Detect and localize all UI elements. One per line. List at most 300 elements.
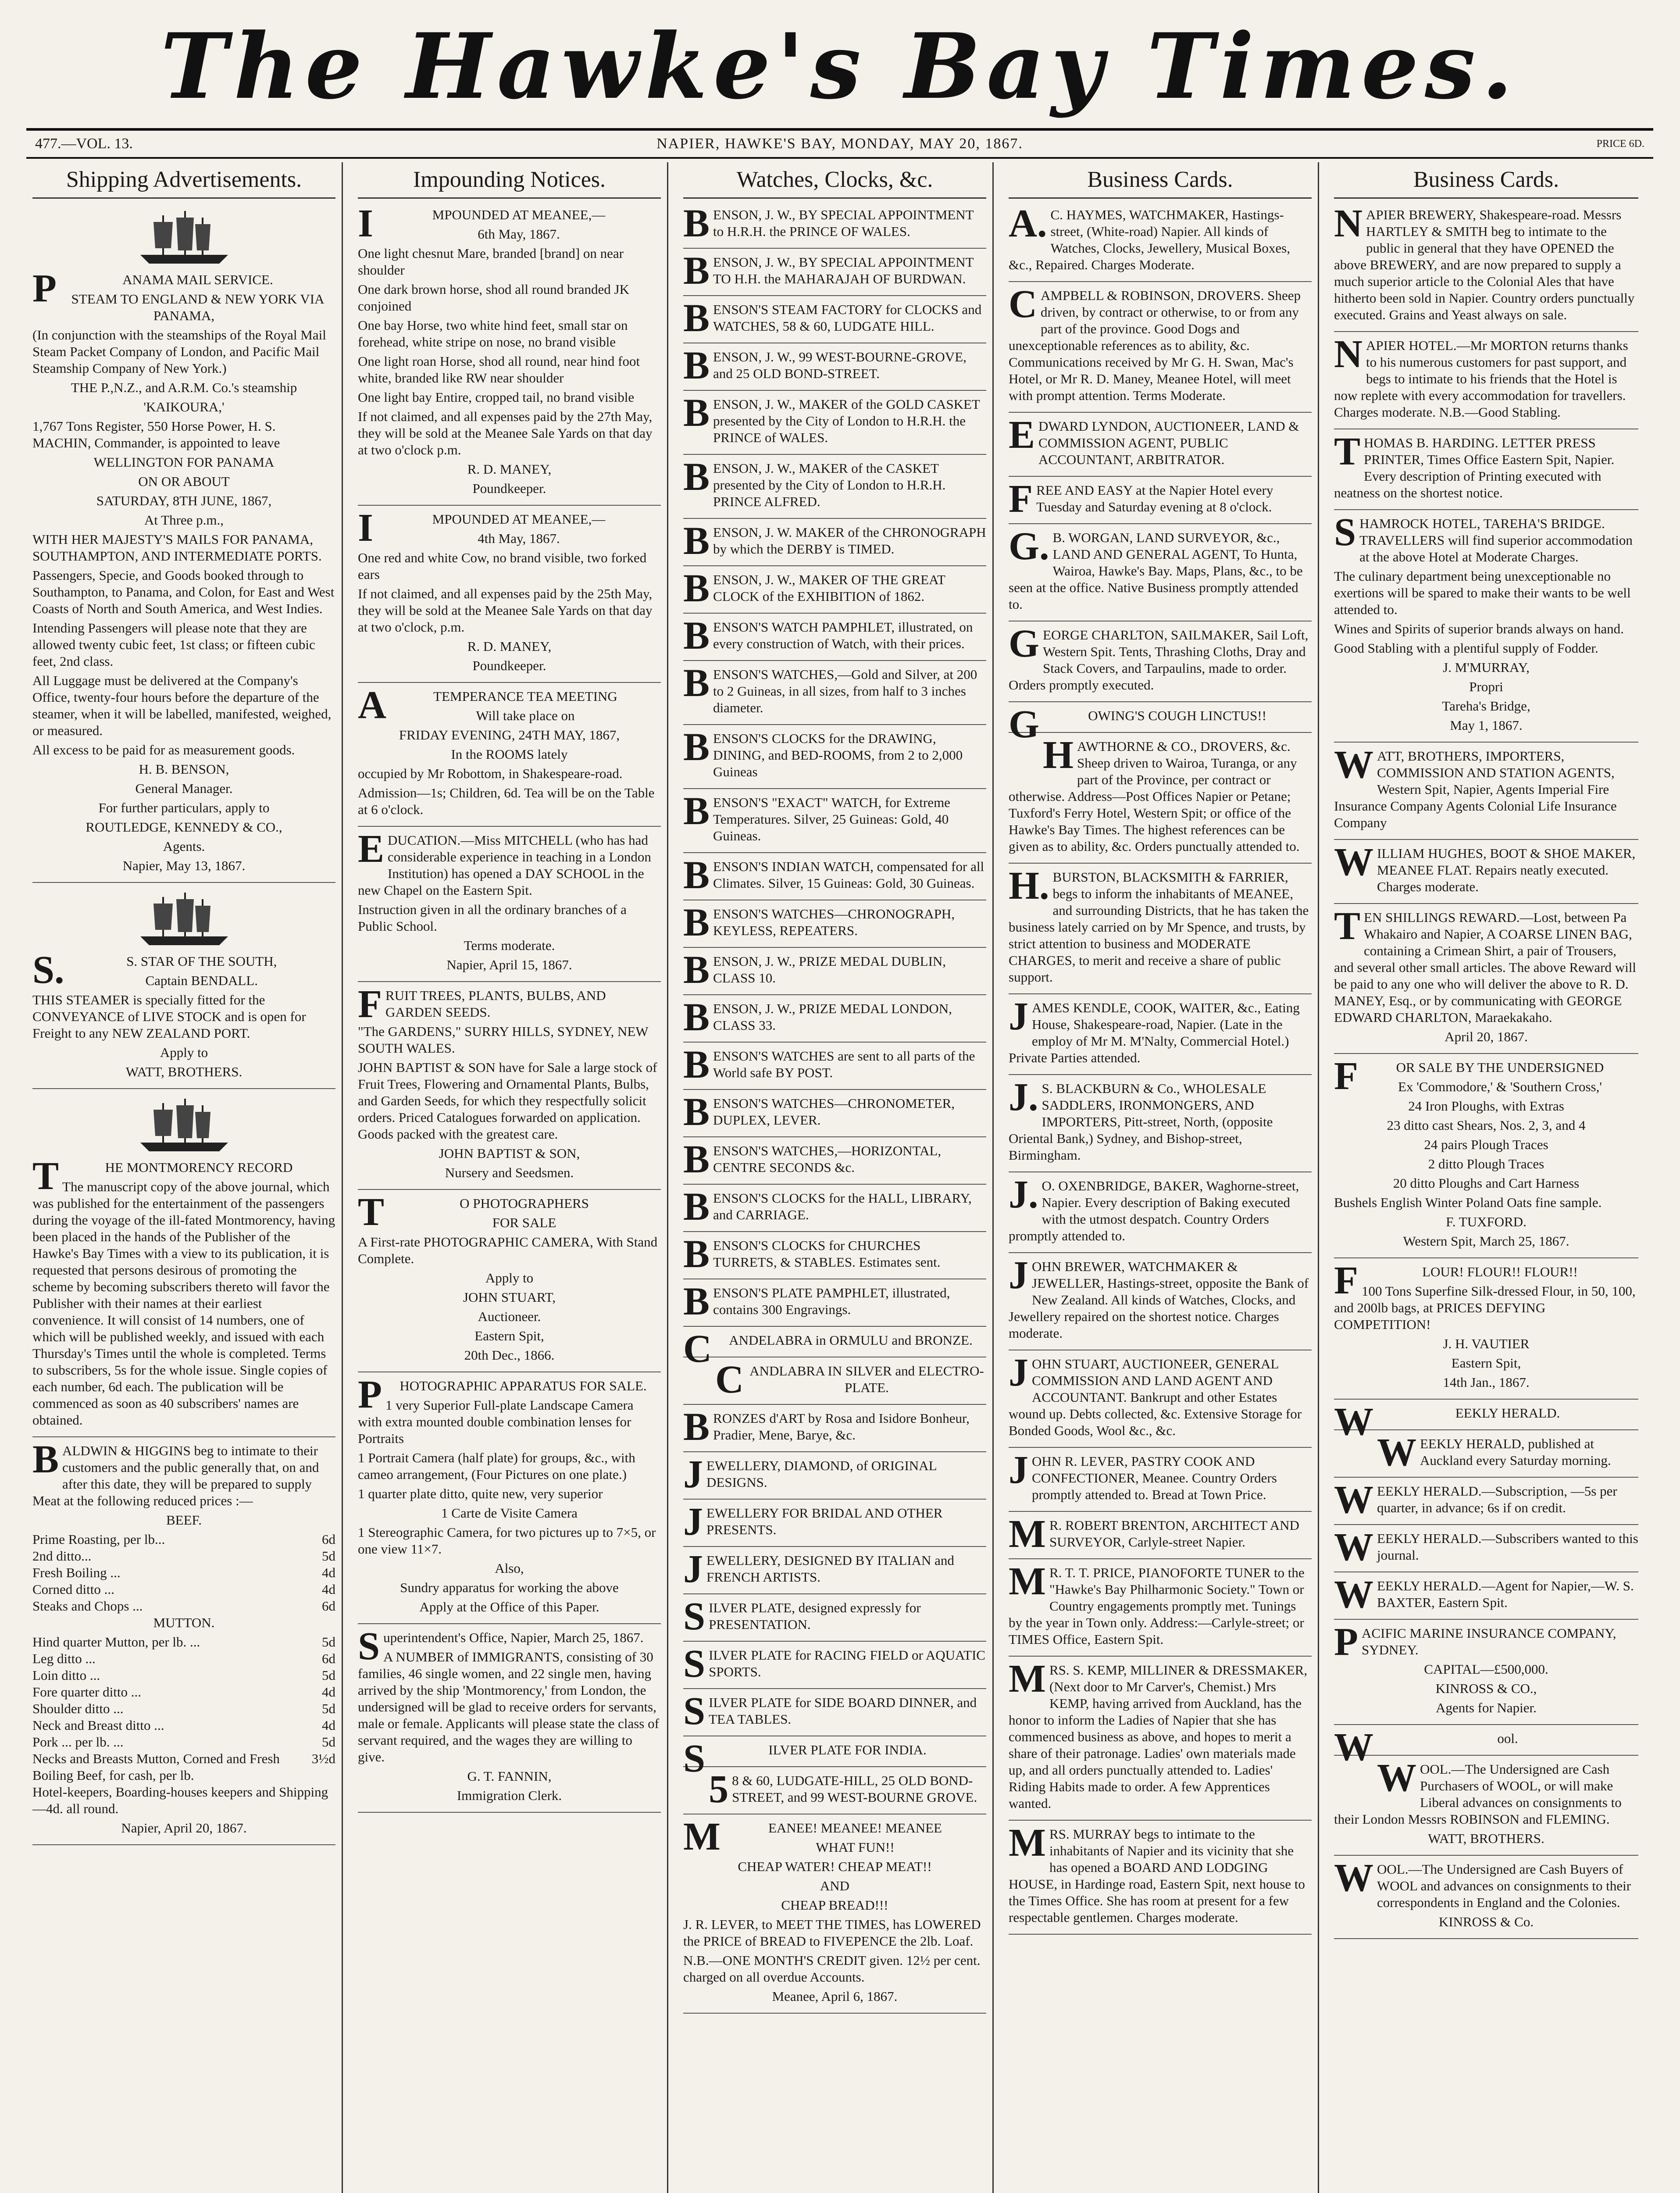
ad-headline: WEEKLY HERALD.—Agent for Napier,—W. S. BAXTER, Eastern Spit. <box>1334 1573 1634 1616</box>
ad-text: 14th Jan., 1867. <box>1443 1375 1530 1390</box>
ad-text: Intending Passengers will please note that they are allowed twenty cubic feet, 1st class; or fifteen cubic feet, 2nd class. <box>32 620 315 669</box>
ad-text: WELLINGTON FOR PANAMA <box>93 454 275 470</box>
ad-headline: S.S. STAR OF THE SOUTH, <box>32 948 277 992</box>
ad-headline: Superintendent's Office, Napier, March 25, 1867. <box>358 1625 644 1668</box>
ad-headline: PANAMA MAIL SERVICE. <box>32 267 273 310</box>
advertisement <box>683 901 986 948</box>
advertisement <box>683 789 986 853</box>
ad-headline: BENSON'S "EXACT" WATCH, for Extreme Temperatures. Silver, 25 Guineas: Gold, 40 Guineas. <box>683 789 950 843</box>
ad-text: KINROSS & CO., <box>1435 1681 1537 1696</box>
ad-headline: BENSON'S INDIAN WATCH, compensated for all Climates. Silver, 15 Guineas: Gold, 30 Guineas. <box>683 854 984 897</box>
price-value: 6d <box>322 1532 335 1547</box>
ad-text: Napier, May 13, 1867. <box>122 858 246 873</box>
ad-text: 6th May, 1867. <box>478 226 560 242</box>
advertisement <box>32 888 335 1089</box>
ad-text: Instruction given in all the ordinary branches of a Public School. <box>358 902 627 934</box>
ad-headline: HAWTHORNE & CO., DROVERS, &c. Sheep driven to Wairoa, Turanga, or any part of the Province, per contract or otherwise. Address—Post Offices Napier or Petane; Tuxford's Ferry Hotel, Western Spit; or office of the Hawke's Bay Times. The highest references can be given as to ability, &c. Orders punctually attended to. <box>1009 733 1300 854</box>
ad-headline: BALDWIN & HIGGINS beg to intimate to their customers and the public generally that, on and after this date, they will be prepared to supply Meat at the following reduced prices :— <box>32 1438 319 1508</box>
advertisement <box>1009 1512 1312 1559</box>
ad-headline: JEWELLERY, DESIGNED BY ITALIAN and FRENCH ARTISTS. <box>683 1547 954 1591</box>
price-row <box>32 1650 335 1667</box>
advertisement <box>358 1373 661 1624</box>
ad-headline: BENSON, J. W., PRIZE MEDAL DUBLIN, CLASS 10. <box>683 948 946 992</box>
price-item: Fresh Boiling ... <box>32 1565 121 1580</box>
advertisement <box>1334 1054 1638 1258</box>
ad-text: Hotel-keepers, Boarding-houses keepers and Shipping—4d. all round. <box>32 1784 328 1816</box>
ad-text: 1,767 Tons Register, 550 Horse Power, H. S. MACHIN, Commander, is appointed to leave <box>32 418 280 450</box>
advertisement <box>32 207 335 883</box>
ad-text: At Three p.m., <box>144 512 224 528</box>
ad-text: Bushels English Winter Poland Oats fine sample. <box>1334 1195 1602 1210</box>
ad-headline: MR. T. T. PRICE, PIANOFORTE TUNER to the "Hawke's Bay Philharmonic Society." Town or Country engagements promptly met. Tunings by the year in Town only. Address:—Carlyle-street; or TIMES Office, Eastern Spit. <box>1009 1560 1305 1647</box>
ad-headline: NAPIER HOTEL.—Mr MORTON returns thanks to his numerous customers for past support, and begs to intimate to his friends that the Hotel is now replete with every accommodation for travellers. Charges moderate. N.B.—Good Stabling. <box>1334 332 1628 420</box>
ad-text: "The GARDENS," SURRY HILLS, SYDNEY, NEW SOUTH WALES. <box>358 1024 648 1056</box>
ad-text: Auctioneer. <box>478 1309 541 1324</box>
ad-text: If not claimed, and all expenses paid by the 27th May, they will be sold at the Meanee Sale Yards on that day at two o'clock p.m. <box>358 409 653 457</box>
columns-area <box>26 162 1653 2193</box>
price-value: 4d <box>322 1582 335 1597</box>
price-value: 5d <box>322 1548 335 1564</box>
ad-text: J. H. VAUTIER <box>1443 1336 1530 1351</box>
price-item: Leg ditto ... <box>32 1651 96 1666</box>
ship-icon <box>136 1094 232 1156</box>
advertisement <box>683 1595 986 1642</box>
ad-text: THIS STEAMER is specially fitted for the CONVEYANCE of LIVE STOCK and is open for Freight to any NEW ZEALAND PORT. <box>32 992 306 1041</box>
ad-text: 1 Carte de Visite Camera <box>441 1505 578 1521</box>
ad-headline: GOWING'S COUGH LINCTUS!! <box>1009 703 1266 746</box>
advertisement <box>683 1327 986 1371</box>
advertisement <box>683 455 986 519</box>
price-value: 6d <box>322 1651 335 1666</box>
ad-headline: WEEKLY HERALD. <box>1334 1400 1560 1443</box>
ad-headline: 58 & 60, LUDGATE-HILL, 25 OLD BOND-STREET, and 99 WEST-BOURNE GROVE. <box>709 1768 977 1811</box>
advertisement <box>683 854 986 900</box>
column-5 <box>1328 162 1644 2193</box>
ad-text: 2 ditto Plough Traces <box>1428 1156 1544 1172</box>
ad-text: Passengers, Specie, and Goods booked through to Southampton, to Panama, and Colon, for East and West Coasts of North and South America, and West Indies. <box>32 568 335 616</box>
advertisement <box>1009 1821 1312 1935</box>
ad-headline: WEEKLY HERALD, published at Auckland every Saturday morning. <box>1377 1431 1611 1474</box>
advertisement <box>683 1358 986 1405</box>
ad-headline: BENSON'S STEAM FACTORY for CLOCKS and WATCHES, 58 & 60, LUDGATE HILL. <box>683 296 982 340</box>
advertisement <box>1009 1560 1312 1657</box>
ad-headline: H.BURSTON, BLACKSMITH & FARRIER, begs to inform the inhabitants of MEANEE, and surrounding Districts, that he has taken the business lately carried on by Mr Spence, and trusts, by strict attention to business and MODERATE CHARGES, to merit and receive a share of public support. <box>1009 864 1309 985</box>
ad-text: R. D. MANEY, <box>467 639 552 654</box>
ad-headline: FOR SALE BY THE UNDERSIGNED <box>1334 1054 1604 1098</box>
advertisement <box>1009 622 1312 702</box>
ad-text: One light bay Entire, cropped tail, no brand visible <box>358 389 635 405</box>
ad-text: 20 ditto Ploughs and Cart Harness <box>1393 1175 1580 1191</box>
advertisement <box>683 1138 986 1185</box>
advertisement <box>683 202 986 249</box>
price-item: Shoulder ditto ... <box>32 1701 124 1716</box>
ad-headline: BENSON, J. W., 99 WEST-BOURNE-GROVE, and 25 OLD BOND-STREET. <box>683 344 967 387</box>
price-row <box>32 1531 335 1548</box>
price-value: 3½d <box>311 1751 335 1766</box>
advertisement <box>683 1547 986 1594</box>
advertisement <box>683 1405 986 1452</box>
ad-text: 1 Portrait Camera (half plate) for groups, &c., with cameo arrangement, (Four Pictures on one plate.) <box>358 1450 635 1482</box>
price-row <box>32 1667 335 1684</box>
advertisement <box>683 1090 986 1137</box>
advertisement <box>1334 1400 1638 1443</box>
column-heading: Watches, Clocks, &c. <box>683 162 986 199</box>
ad-headline: FREE AND EASY at the Napier Hotel every Tuesday and Saturday evening at 8 o'clock. <box>1009 477 1273 521</box>
ad-headline: BENSON'S WATCHES,—Gold and Silver, at 200 to 2 Guineas, in all sizes, from half to 3 inches diameter. <box>683 661 977 715</box>
advertisement <box>1009 995 1312 1075</box>
column-heading: Business Cards. <box>1009 162 1312 199</box>
ad-headline: MRS. S. KEMP, MILLINER & DRESSMAKER, (Next door to Mr Carver's, Chemist.) Mrs KEMP, having arrived from Auckland, has the honor to inform the Ladies of Napier that she has commenced business as above, and hopes to merit a share of their patronage. Ladies' own materials made up, and all orders punctually attended to. Ladies' Riding Habits made to order. A few Apprentices wanted. <box>1009 1657 1308 1811</box>
ad-text: 4th May, 1867. <box>478 531 560 546</box>
price-item: Loin ditto ... <box>32 1668 100 1683</box>
advertisement <box>1009 477 1312 524</box>
ad-headline: BENSON'S CLOCKS for CHURCHES TURRETS, & STABLES. Estimates sent. <box>683 1232 941 1276</box>
advertisement <box>683 725 986 789</box>
price-item: Corned ditto ... <box>32 1582 114 1597</box>
ad-text: General Manager. <box>135 781 233 796</box>
ad-text: Captain BENDALL. <box>145 973 258 988</box>
ad-text: CHEAP WATER! CHEAP MEAT!! <box>738 1859 932 1874</box>
ad-headline: MR. ROBERT BRENTON, ARCHITECT AND SURVEYOR, Carlyle-street Napier. <box>1009 1512 1299 1556</box>
advertisement <box>683 567 986 614</box>
ad-text: F. TUXFORD. <box>1446 1214 1527 1229</box>
advertisement <box>1334 743 1638 840</box>
ad-text: Sundry apparatus for working the above <box>400 1580 619 1595</box>
ad-text: Poundkeeper. <box>472 481 546 496</box>
ad-headline: MRS. MURRAY begs to intimate to the inhabitants of Napier and its vicinity that she has opened a BOARD AND LODGING HOUSE, in Hardinge road, Eastern Spit, next house to the Times Office. She has room at present for a few respectable gentlemen. Charges moderate. <box>1009 1821 1305 1925</box>
price-item: Hind quarter Mutton, per lb. ... <box>32 1634 200 1650</box>
advertisement <box>683 1453 986 1500</box>
ad-text: JOHN BAPTIST & SON have for Sale a large stock of Fruit Trees, Flowering and Ornamental Plants, Bulbs, and Garden Seeds, for which they respectfully solicit orders. Priced Catalogues forwarded on application. Goods packed with the greatest care. <box>358 1060 657 1142</box>
ad-headline: BENSON, J. W., MAKER OF THE GREAT CLOCK of the EXHIBITION of 1862. <box>683 567 945 610</box>
advertisement <box>358 506 661 683</box>
price-item: Steaks and Chops ... <box>32 1598 143 1614</box>
ad-headline: G.B. WORGAN, LAND SURVEYOR, &c., LAND AND GENERAL AGENT, To Hunta, Wairoa, Hawke's Bay. Maps, Plans, &c., to be seen at the office. Native Business promptly attended to. <box>1009 525 1303 612</box>
ship-icon <box>136 207 232 268</box>
ad-text: occupied by Mr Robottom, in Shakespeare-road. <box>358 766 623 781</box>
advertisement <box>1334 840 1638 904</box>
advertisement <box>1334 332 1638 429</box>
ad-text: 'KAIKOURA,' <box>143 399 225 414</box>
ad-text: J. M'MURRAY, <box>1443 660 1530 675</box>
price-value: 5d <box>322 1668 335 1683</box>
price-value: 5d <box>322 1734 335 1750</box>
advertisement <box>1334 1725 1638 1769</box>
ad-text: Meanee, April 6, 1867. <box>772 1989 898 2004</box>
price-row <box>32 1750 335 1784</box>
price-value: 4d <box>322 1718 335 1733</box>
advertisement <box>1334 430 1638 510</box>
advertisement <box>1334 1756 1638 1856</box>
ad-headline: BENSON, J. W. MAKER of the CHRONOGRAPH by which the DERBY is TIMED. <box>683 519 986 563</box>
ad-text: All Luggage must be delivered at the Company's Office, twenty-four hours before the departure of the steamer, when it will be labelled, manifested, weighed, or measured. <box>32 673 332 738</box>
advertisement <box>1009 864 1312 994</box>
ad-text: Agents. <box>163 839 205 854</box>
ad-headline: NAPIER BREWERY, Shakespeare-road. Messrs HARTLEY & SMITH beg to intimate to the public in general that they have OPENED the above BREWERY, and are now prepared to supply a much superior article to the Colonial Ales that have hitherto been sold in Napier. Country orders punctually executed. Grains and Yeast always on sale. <box>1334 202 1635 322</box>
advertisement <box>1334 1525 1638 1572</box>
advertisement <box>1334 1620 1638 1725</box>
ad-headline: BENSON'S WATCH PAMPHLET, illustrated, on every construction of Watch, with their prices. <box>683 614 973 657</box>
ad-text: Propri <box>1469 679 1503 694</box>
ad-headline: BENSON, J. W., PRIZE MEDAL LONDON, CLASS 33. <box>683 996 952 1039</box>
column-1 <box>26 162 343 2193</box>
masthead <box>26 13 1653 121</box>
ad-text: In the ROOMS lately <box>451 746 568 762</box>
ad-headline: MEANEE! MEANEE! MEANEE <box>683 1815 942 1858</box>
ad-text: 24 Iron Ploughs, with Extras <box>1408 1098 1564 1114</box>
advertisement <box>1009 1075 1312 1172</box>
price-row <box>32 1634 335 1650</box>
ad-headline: BENSON, J. W., BY SPECIAL APPOINTMENT to H.R.H. the PRINCE OF WALES. <box>683 202 974 245</box>
advertisement <box>358 683 661 827</box>
advertisement <box>683 1689 986 1736</box>
ad-text: 23 ditto cast Shears, Nos. 2, 3, and 4 <box>1387 1118 1586 1133</box>
advertisement <box>1009 1254 1312 1350</box>
ad-text: FRIDAY EVENING, 24TH MAY, 1867, <box>399 727 620 743</box>
column-3 <box>677 162 994 2193</box>
advertisement <box>683 1232 986 1279</box>
ad-headline: BENSON'S CLOCKS for the DRAWING, DINING, and BED-ROOMS, from 2 to 2,000 Guineas <box>683 725 963 779</box>
price-value: 4d <box>322 1684 335 1700</box>
advertisement <box>683 391 986 455</box>
issue-price: PRICE 6D. <box>1596 138 1644 150</box>
ad-headline: IMPOUNDED AT MEANEE,— <box>358 506 606 550</box>
advertisement <box>683 1280 986 1327</box>
advertisement <box>1009 733 1312 864</box>
ad-text: FOR SALE <box>492 1215 556 1230</box>
price-value: 5d <box>322 1634 335 1650</box>
ad-text: KINROSS & Co. <box>1438 1914 1534 1929</box>
price-item: Necks and Breasts Mutton, Corned and Fresh Boiling Beef, for cash, per lb. <box>32 1751 280 1783</box>
ad-text: (In conjunction with the steamships of the Royal Mail Steam Packet Company of London, and Pacific Mail Steamship Company of New York.) <box>32 327 326 376</box>
ad-headline: SILVER PLATE for RACING FIELD or AQUATIC SPORTS. <box>683 1642 985 1686</box>
column-4 <box>1002 162 1319 2193</box>
ad-headline: JEWELLERY FOR BRIDAL AND OTHER PRESENTS. <box>683 1500 943 1543</box>
ad-text: THE P.,N.Z., and A.R.M. Co.'s steamship <box>71 380 297 395</box>
ad-text: Napier, April 20, 1867. <box>121 1820 247 1836</box>
advertisement <box>1009 525 1312 621</box>
ad-headline: Wool. <box>1334 1725 1518 1769</box>
advertisement <box>1009 1657 1312 1821</box>
ad-headline: BENSON'S WATCHES,—HORIZONTAL, CENTRE SECONDS &c. <box>683 1138 942 1181</box>
advertisement <box>1009 1448 1312 1512</box>
issue-number: 477.—VOL. 13. <box>35 136 133 152</box>
ad-text: ROUTLEDGE, KENNEDY & CO., <box>86 819 282 835</box>
ad-headline: FLOUR! FLOUR!! FLOUR!! <box>1334 1259 1578 1302</box>
ad-text: 1 Stereographic Camera, for two pictures up to 7×5, or one view 11×7. <box>358 1525 656 1557</box>
advertisement <box>1009 1351 1312 1448</box>
ad-text: ON OR ABOUT <box>138 474 230 489</box>
ad-text: The manuscript copy of the above journal, which was published for the entertainment of the passengers during the voyage of the ill-fated Montmorency, having been placed in the hands of the Publisher of the Hawke's Bay Times with a view to its publication, it is requested that persons desirous of promoting the scheme by becoming subscribers thereto will favor the Publisher with their names at their earliest convenience. It will consist of 14 numbers, one of which will be published weekly, and issued with each Thursday's Times until the whole is completed. Terms to subscribers, 5s for the whole issue. Single copies of each number, 6d each. The publication will be commenced as soon as 40 subscribers' names are obtained. <box>32 1179 335 1428</box>
price-item: Pork ... per lb. ... <box>32 1734 124 1750</box>
price-item: Prime Roasting, per lb... <box>32 1532 165 1547</box>
ad-headline: JOHN R. LEVER, PASTRY COOK AND CONFECTIONER, Meanee. Country Orders promptly attended to. Bread at Town Price. <box>1009 1448 1277 1502</box>
ad-text: J. R. LEVER, to MEET THE TIMES, has LOWERED the PRICE of BREAD to FIVEPENCE the 2lb. Loaf. <box>683 1917 981 1949</box>
ad-text: STEAM TO ENGLAND & NEW YORK VIA PANAMA, <box>71 291 325 323</box>
advertisement <box>683 1768 986 1814</box>
advertisement <box>32 1094 335 1437</box>
advertisement <box>358 1190 661 1372</box>
ad-text: Apply to <box>485 1270 534 1286</box>
advertisement <box>683 996 986 1043</box>
ad-headline: WATT, BROTHERS, IMPORTERS, COMMISSION AND STATION AGENTS, Western Spit, Napier, Agents Imperial Fire Insurance Company Agents Colonial Life Insurance Company <box>1334 743 1617 830</box>
ship-icon <box>136 888 232 950</box>
price-row <box>32 1548 335 1564</box>
price-row <box>32 1684 335 1700</box>
price-row <box>32 1581 335 1598</box>
column-heading: Shipping Advertisements. <box>32 162 335 199</box>
ad-headline: JOHN BREWER, WATCHMAKER & JEWELLER, Hastings-street, opposite the Bank of New Zealand. All kinds of Watches, Clocks, and Jewellery repaired on the shortest notice. Charges moderate. <box>1009 1254 1309 1341</box>
ad-text: JOHN STUART, <box>463 1289 556 1305</box>
advertisement <box>1334 202 1638 332</box>
ad-text: Tareha's Bridge, <box>1442 698 1530 714</box>
ad-text: SATURDAY, 8TH JUNE, 1867, <box>96 493 272 508</box>
column-heading: Impounding Notices. <box>358 162 661 199</box>
ad-text: One red and white Cow, no brand visible, two forked ears <box>358 550 647 582</box>
ad-headline: SILVER PLATE, designed expressly for PRESENTATION. <box>683 1595 921 1638</box>
ad-text: R. D. MANEY, <box>467 461 552 477</box>
ad-headline: BENSON, J. W., MAKER of the CASKET presented by the City of London to H.R.H. PRINCE ALFRED. <box>683 455 946 509</box>
column-heading: Business Cards. <box>1334 162 1638 199</box>
ad-headline: A.C. HAYMES, WATCHMAKER, Hastings-street, (White-road) Napier. All kinds of Watches, Clocks, Jewellery, Musical Boxes, &c., Repaired. Charges Moderate. <box>1009 202 1290 272</box>
ad-text: Napier, April 15, 1867. <box>446 957 572 972</box>
ad-headline: BENSON, J. W., MAKER of the GOLD CASKET presented by the City of London to H.R.H. the PRINCE of WALES. <box>683 391 980 445</box>
ad-headline: SILVER PLATE for SIDE BOARD DINNER, and TEA TABLES. <box>683 1689 977 1733</box>
advertisement <box>32 1438 335 1845</box>
advertisement <box>683 1185 986 1232</box>
ad-text: Eastern Spit, <box>1451 1355 1521 1371</box>
price-row <box>32 1717 335 1734</box>
ad-headline: CANDELABRA in ORMULU and BRONZE. <box>683 1327 973 1371</box>
advertisement <box>683 519 986 566</box>
ad-headline: BENSON'S PLATE PAMPHLET, illustrated, contains 300 Engravings. <box>683 1280 950 1323</box>
price-row <box>32 1734 335 1750</box>
advertisement <box>683 661 986 725</box>
ad-headline: J.O. OXENBRIDGE, BAKER, Waghorne-street, Napier. Every description of Baking executed with the utmost despatch. Country Orders promptly attended to. <box>1009 1173 1299 1243</box>
advertisement <box>358 982 661 1190</box>
advertisement <box>358 202 661 506</box>
ad-headline: BENSON'S WATCHES are sent to all parts of the World safe BY POST. <box>683 1043 975 1086</box>
ad-headline: BENSON'S WATCHES—CHRONOGRAPH, KEYLESS, REPEATERS. <box>683 901 955 944</box>
ad-text: Apply at the Office of this Paper. <box>419 1599 599 1614</box>
ad-text: N.B.—ONE MONTH'S CREDIT given. 12½ per cent. charged on all overdue Accounts. <box>683 1953 981 1985</box>
ad-text: Wines and Spirits of superior brands always on hand. <box>1334 621 1624 636</box>
newspaper-page <box>26 13 1653 2193</box>
advertisement <box>1334 1478 1638 1525</box>
column-2 <box>352 162 668 2193</box>
ad-headline: EDUCATION.—Miss MITCHELL (who has had considerable experience in teaching in a London Institution) has opened a DAY SCHOOL in the new Chapel on the Eastern Spit. <box>358 827 651 898</box>
newspaper-title: The Hawke's Bay Times. <box>161 14 1519 119</box>
ad-text: Admission—1s; Children, 6d. Tea will be on the Table at 6 o'clock. <box>358 785 655 817</box>
advertisement <box>1334 1431 1638 1478</box>
advertisement <box>1334 511 1638 743</box>
ad-text: All excess to be paid for as measurement goods. <box>32 742 295 757</box>
ad-text: Good Stabling with a plentiful supply of Fodder. <box>1334 640 1598 656</box>
ad-text: G. T. FANNIN, <box>467 1768 552 1784</box>
ad-text: Terms moderate. <box>464 938 555 953</box>
advertisement <box>683 296 986 343</box>
advertisement <box>1009 282 1312 413</box>
ad-headline: BENSON'S CLOCKS for the HALL, LIBRARY, and CARRIAGE. <box>683 1185 972 1229</box>
ad-text: Apply to <box>160 1045 208 1060</box>
ad-text: 24 pairs Plough Traces <box>1424 1137 1548 1152</box>
ad-headline: JAMES KENDLE, COOK, WAITER, &c., Eating House, Shakespeare-road, Napier. (Late in the employ of Mr M. M'Nalty, Commercial Hotel.) Private Parties attended. <box>1009 995 1300 1065</box>
ad-headline: CANDLABRA IN SILVER and ELECTRO-PLATE. <box>715 1358 984 1401</box>
ad-text: Also, <box>495 1561 524 1576</box>
ad-headline: WEEKLY HERALD.—Subscription, —5s per quarter, in advance; 6s if on credit. <box>1334 1478 1617 1522</box>
ad-headline: IMPOUNDED AT MEANEE,— <box>358 202 606 245</box>
ad-headline: JEWELLERY, DIAMOND, of ORIGINAL DESIGNS. <box>683 1453 937 1496</box>
ad-text: Western Spit, March 25, 1867. <box>1403 1233 1569 1249</box>
advertisement <box>1334 1259 1638 1400</box>
ad-text: A First-rate PHOTOGRAPHIC CAMERA, With Stand Complete. <box>358 1234 658 1266</box>
ad-text: BEEF. <box>166 1512 202 1528</box>
advertisement <box>358 827 661 982</box>
ad-headline: J.S. BLACKBURN & Co., WHOLESALE SADDLERS, IRONMONGERS, AND IMPORTERS, Pitt-street, North, (opposite Oriental Bank,) Sydney, and Bishop-street, Birmingham. <box>1009 1075 1273 1163</box>
advertisement <box>683 344 986 391</box>
ad-text: If not claimed, and all expenses paid by the 25th May, they will be sold at the Meanee Sale Yards on that day at two o'clock, p.m. <box>358 586 653 635</box>
ad-headline: GEORGE CHARLTON, SAILMAKER, Sail Loft, Western Spit. Tents, Thrashing Cloths, Dray and Stack Covers, and Tarpaulins, made to order. Orders promptly executed. <box>1009 622 1309 693</box>
ad-text: Nursery and Seedsmen. <box>445 1165 574 1180</box>
ad-text: JOHN BAPTIST & SON, <box>439 1146 580 1161</box>
ad-text: One dark brown horse, shod all round branded JK conjoined <box>358 282 630 314</box>
ad-text: CAPITAL—£500,000. <box>1424 1661 1548 1677</box>
advertisement <box>1334 1573 1638 1620</box>
advertisement <box>683 614 986 661</box>
ad-text: One bay Horse, two white hind feet, small star on forehead, white stripe on nose, no brand visible <box>358 318 628 350</box>
ad-headline: PACIFIC MARINE INSURANCE COMPANY, SYDNEY. <box>1334 1620 1616 1664</box>
ad-text: Eastern Spit, <box>474 1328 544 1343</box>
ad-text: For further particulars, apply to <box>98 800 270 815</box>
ad-headline: WEEKLY HERALD.—Subscribers wanted to this journal. <box>1334 1525 1638 1569</box>
price-row <box>32 1598 335 1614</box>
advertisement <box>683 1500 986 1547</box>
ad-text: CHEAP BREAD!!! <box>781 1897 888 1913</box>
ad-text: Poundkeeper. <box>472 658 546 673</box>
price-item: Fore quarter ditto ... <box>32 1684 141 1700</box>
ad-text: MUTTON. <box>153 1615 215 1630</box>
advertisement <box>1009 1173 1312 1253</box>
advertisement <box>1334 904 1638 1054</box>
ad-headline: ATEMPERANCE TEA MEETING <box>358 683 617 727</box>
ad-headline: WOOL.—The Undersigned are Cash Purchasers of WOOL, or will make Liberal advances on consignments to their London Messrs ROBINSON and FLEMING. <box>1334 1756 1622 1827</box>
ad-text: April 20, 1867. <box>1445 1029 1528 1044</box>
ad-text: WHAT FUN!! <box>816 1839 895 1855</box>
advertisement <box>683 1642 986 1689</box>
ad-text: Will take place on <box>476 708 575 723</box>
ad-text: WATT, BROTHERS. <box>1428 1831 1544 1846</box>
ad-text: One light chesnut Mare, branded [brand] on near shoulder <box>358 246 624 278</box>
ad-text: 1 very Superior Full-plate Landscape Camera with extra mounted double combination lenses for Portraits <box>358 1397 634 1446</box>
ad-headline: BRONZES d'ART by Rosa and Isidore Bonheur, Pradier, Mene, Barye, &c. <box>683 1405 970 1449</box>
ad-text: The culinary department being unexceptionable no exertions will be spared to make their wants to be well attended to. <box>1334 568 1631 617</box>
ad-text: AND <box>820 1878 850 1893</box>
ad-headline: CAMPBELL & ROBINSON, DROVERS. Sheep driven, by contract or otherwise, to or from any part of the province. Good Dogs and unexceptionable references as to ability, &c. Communications received by Mr G. H. Swan, Mac's Hotel, or Mr R. D. Maney, Meanee Hotel, will meet with prompt attention. Terms Moderate. <box>1009 282 1301 403</box>
ad-text: A NUMBER of IMMIGRANTS, consisting of 30 families, 46 single women, and 22 single men, having arrived by the ship 'Montmorency,' from London, the undersigned will be glad to receive orders for servants, male or female. Applicants will please state the class of servant required, and the wages they are willing to give. <box>358 1649 659 1764</box>
ad-headline: PHOTOGRAPHIC APPARATUS FOR SALE. <box>358 1373 647 1416</box>
price-value: 6d <box>322 1598 335 1614</box>
ad-headline: WOOL.—The Undersigned are Cash Buyers of WOOL and advances on consignments to their correspondents in England and the Colonies. <box>1334 1856 1631 1910</box>
ad-text: 20th Dec., 1866. <box>464 1347 555 1363</box>
dateline: NAPIER, HAWKE'S BAY, MONDAY, MAY 20, 1867. <box>656 136 1023 152</box>
advertisement <box>683 1737 986 1780</box>
dateline-bar <box>26 128 1653 159</box>
ad-headline: EDWARD LYNDON, AUCTIONEER, LAND & COMMISSION AGENT, PUBLIC ACCOUNTANT, ARBITRATOR. <box>1009 413 1299 467</box>
price-item: 2nd ditto... <box>32 1548 92 1564</box>
advertisement <box>1009 703 1312 746</box>
price-row <box>32 1700 335 1717</box>
ad-text: 1 quarter plate ditto, quite new, very superior <box>358 1486 603 1501</box>
